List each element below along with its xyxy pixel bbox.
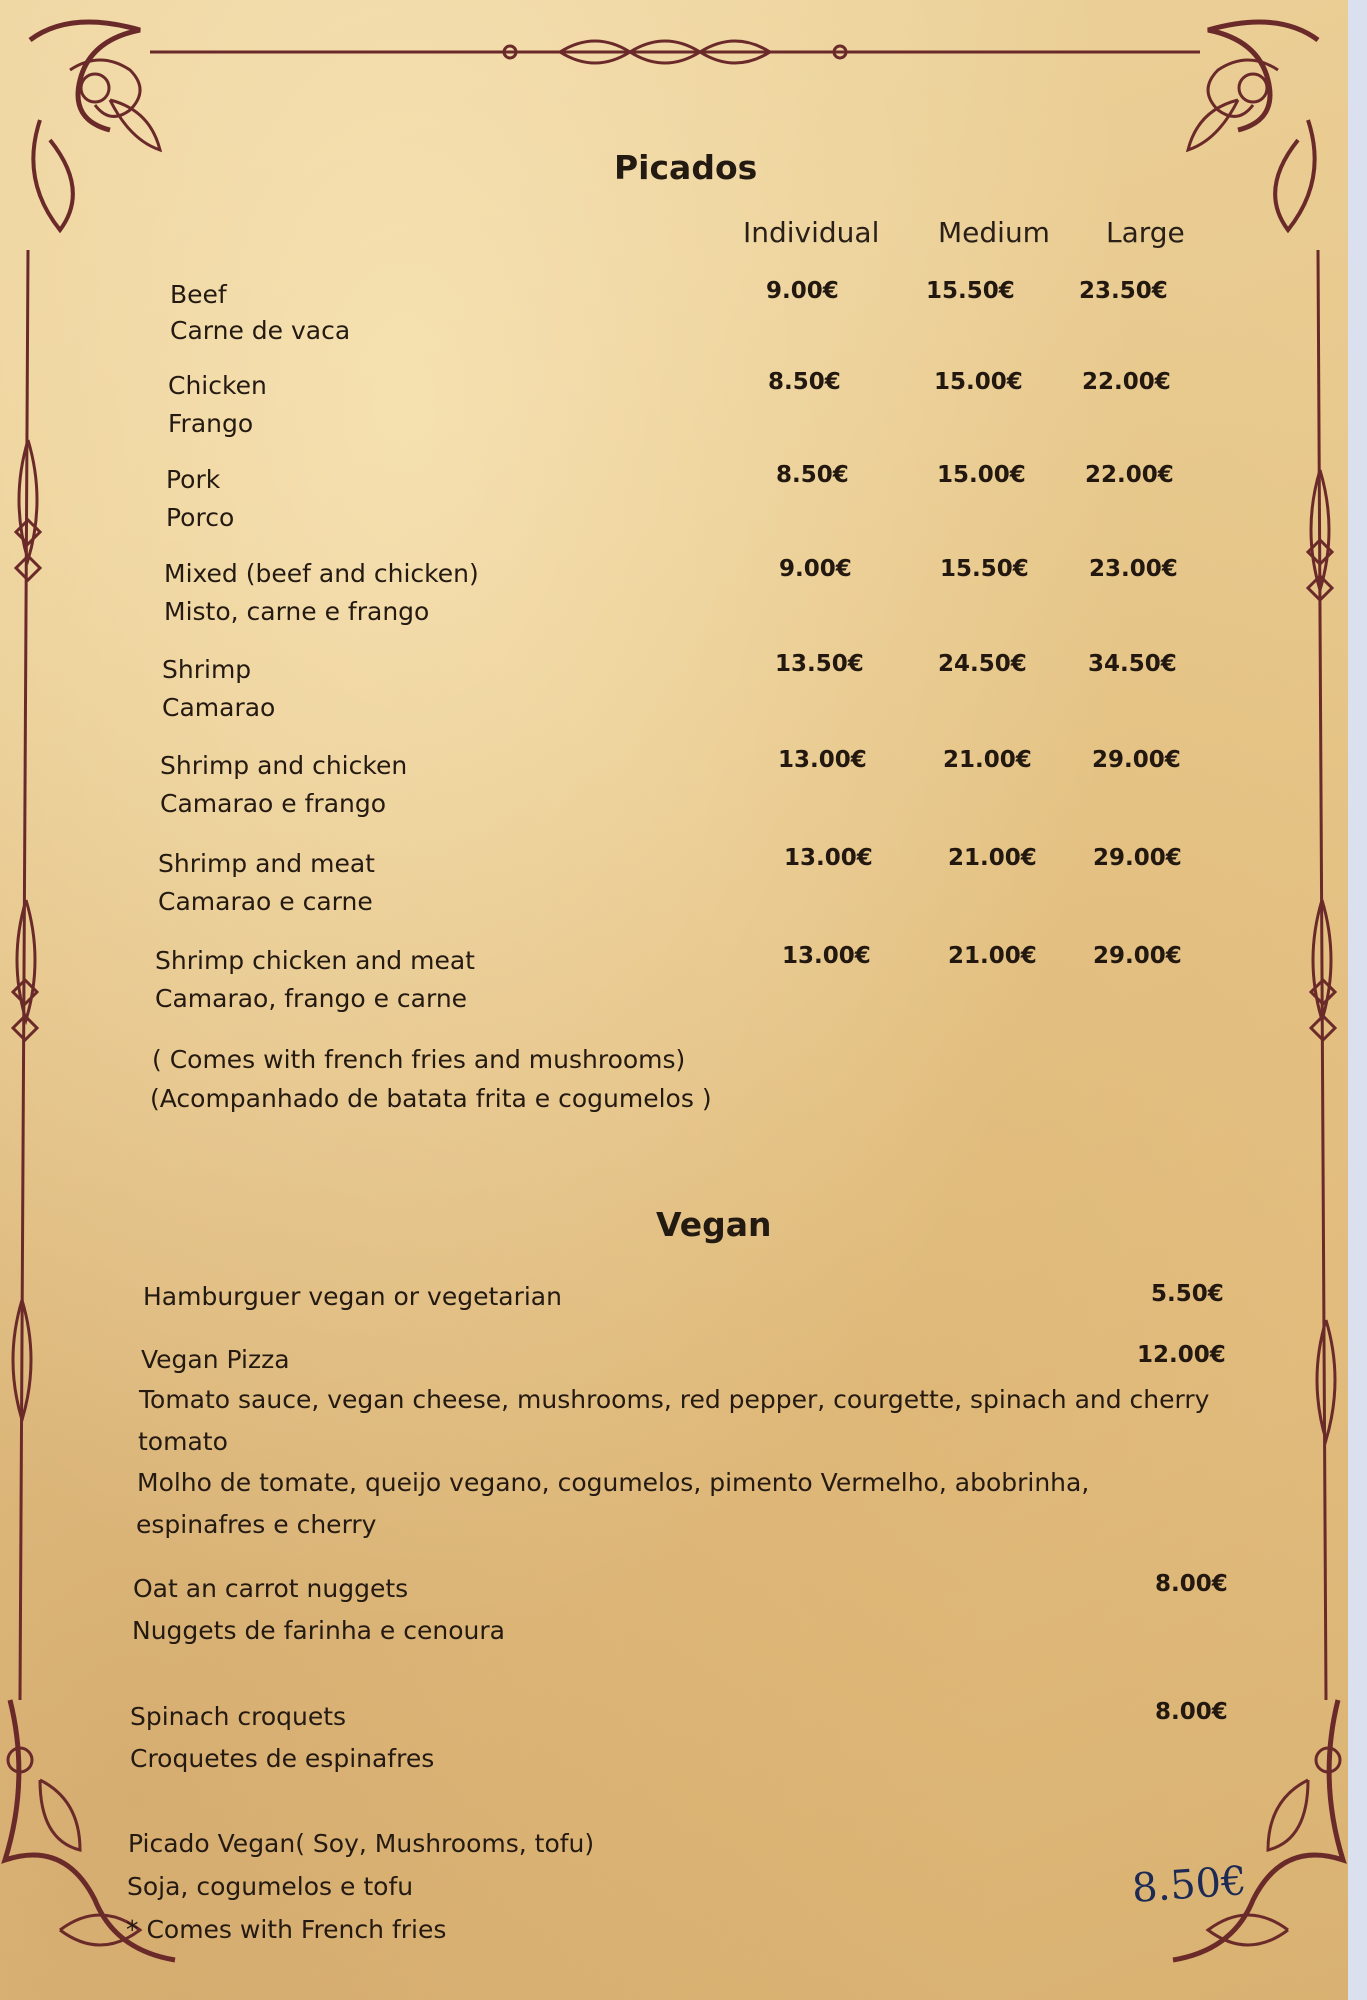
price-large: 22.00€: [1082, 369, 1171, 395]
item-price: 5.50€: [1151, 1281, 1224, 1307]
item-name-pt: Camarao: [162, 693, 276, 722]
item-name-en: Shrimp and chicken: [160, 751, 408, 780]
item-name-pt: Carne de vaca: [170, 316, 351, 345]
item-line: Hamburguer vegan or vegetarian: [143, 1282, 562, 1311]
item-name-pt: Camarao, frango e carne: [155, 984, 468, 1013]
column-large: Large: [1106, 216, 1185, 249]
price-medium: 15.50€: [926, 278, 1015, 304]
item-name-en: Chicken: [168, 371, 267, 400]
price-medium: 21.00€: [948, 845, 1037, 871]
item-line: Vegan Pizza: [141, 1345, 290, 1374]
price-medium: 21.00€: [948, 943, 1037, 969]
price-medium: 15.50€: [940, 556, 1029, 582]
item-name-en: Shrimp chicken and meat: [155, 946, 475, 975]
price-large: 29.00€: [1093, 845, 1182, 871]
price-large: 22.00€: [1085, 462, 1174, 488]
item-price: 12.00€: [1137, 1342, 1226, 1368]
item-line: Molho de tomate, queijo vegano, cogumelos, pimento Vermelho, abobrinha,: [137, 1468, 1090, 1497]
price-medium: 21.00€: [943, 747, 1032, 773]
price-individual: 8.50€: [768, 369, 841, 395]
price-large: 23.50€: [1079, 278, 1168, 304]
handwritten-price: 8.50€: [1130, 1858, 1248, 1912]
price-individual: 9.00€: [779, 556, 852, 582]
item-line: Nuggets de farinha e cenoura: [132, 1616, 505, 1645]
item-line: tomato: [138, 1427, 228, 1456]
price-medium: 15.00€: [937, 462, 1026, 488]
item-name-en: Shrimp: [162, 655, 252, 684]
item-line: Picado Vegan( Soy, Mushrooms, tofu): [128, 1829, 595, 1858]
price-individual: 13.00€: [782, 943, 871, 969]
price-medium: 15.00€: [934, 369, 1023, 395]
item-name-en: Shrimp and meat: [158, 849, 375, 878]
price-individual: 13.00€: [784, 845, 873, 871]
item-line: Spinach croquets: [130, 1702, 347, 1731]
vegan-heading: Vegan: [656, 1205, 772, 1244]
price-individual: 13.50€: [775, 651, 864, 677]
item-line: Tomato sauce, vegan cheese, mushrooms, red pepper, courgette, spinach and cherry: [139, 1385, 1210, 1414]
item-name-pt: Camarao e carne: [158, 887, 373, 916]
item-name-en: Pork: [166, 465, 221, 494]
price-medium: 24.50€: [938, 651, 1027, 677]
item-name-en: Beef: [170, 280, 227, 309]
price-large: 29.00€: [1093, 943, 1182, 969]
picados-note-pt: (Acompanhado de batata frita e cogumelos ): [150, 1084, 712, 1113]
item-price: 8.00€: [1155, 1699, 1228, 1725]
price-large: 34.50€: [1088, 651, 1177, 677]
column-individual: Individual: [743, 216, 880, 249]
item-name-pt: Porco: [166, 503, 235, 532]
price-individual: 8.50€: [776, 462, 849, 488]
column-medium: Medium: [938, 216, 1050, 249]
picados-heading: Picados: [614, 148, 758, 187]
item-name-en: Mixed (beef and chicken): [164, 559, 479, 588]
item-name-pt: Camarao e frango: [160, 789, 387, 818]
item-line: Soja, cogumelos e tofu: [127, 1872, 414, 1901]
price-large: 23.00€: [1089, 556, 1178, 582]
item-name-pt: Frango: [168, 409, 254, 438]
item-price: 8.00€: [1155, 1571, 1228, 1597]
item-line: * Comes with French fries: [126, 1915, 447, 1944]
picados-note-en: ( Comes with french fries and mushrooms): [152, 1045, 686, 1074]
item-line: Croquetes de espinafres: [130, 1744, 435, 1773]
item-name-pt: Misto, carne e frango: [164, 597, 430, 626]
price-individual: 13.00€: [778, 747, 867, 773]
item-line: Oat an carrot nuggets: [133, 1574, 409, 1603]
price-large: 29.00€: [1092, 747, 1181, 773]
price-individual: 9.00€: [766, 278, 839, 304]
item-line: espinafres e cherry: [136, 1510, 377, 1539]
